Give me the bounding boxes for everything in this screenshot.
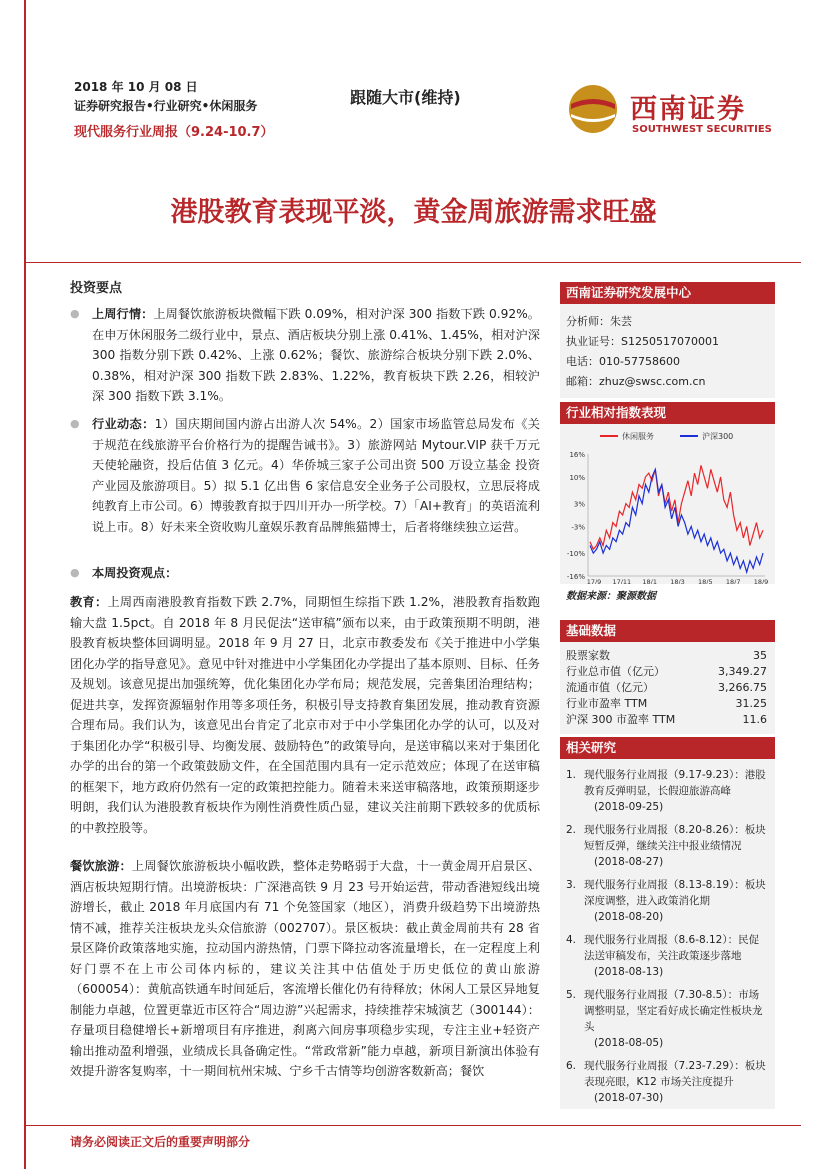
basic-data-key: 流通市值（亿元） [566, 681, 654, 694]
basic-data-value: 3,266.75 [718, 681, 767, 694]
related-num: 5. [566, 989, 577, 1001]
index-chart [560, 424, 775, 584]
related-item[interactable] [566, 877, 769, 925]
legend-label: 休闲服务 [622, 432, 654, 441]
report-weekly: 现代服务行业周报（9.24-10.7） [74, 125, 274, 140]
related-num: 1. [566, 769, 577, 781]
related-box [560, 737, 775, 1109]
para-head: 餐饮旅游： [70, 859, 132, 873]
header-divider [26, 262, 801, 263]
basic-data-value: 31.25 [735, 697, 767, 710]
page-title: 港股教育表现平淡，黄金周旅游需求旺盛 [170, 197, 657, 228]
bullet-industry [70, 414, 540, 537]
y-tick-label: 10% [569, 473, 585, 482]
bullet-market [70, 304, 540, 407]
related-date: (2018-08-20) [594, 911, 664, 923]
x-tick-label: 18/7 [725, 578, 741, 584]
para-text: 上周西南港股教育指数下跌 2.7%，同期恒生综指下跌 1.2%，港股教育指数跑输大盘 1.5pct。自 2018 年 8 月民促法“送审稿”颁布以来，由于政策预期不明朗，港股教育板块整体回调明显。2018 年 9 月 27 日，北京市教委发布《关于推进中小学集团化办学的指导意见》。意见中针对推进中小学集团化办学提出了基本原则、目标、任务及规划。该意见提出加强统筹，优化集团化办学布局；规范发展，完善集团治理结构；促进共享，发挥资源辐射作用等多项任务，积极引导支持教育集团发展，推动教育资源合理布局。我们认为，该意见出台肯定了北京市对于中小学集团化办学的认可，以及对于集团化办学“积极引导、均衡发展、鼓励特色”的政策导向，是送审稿以来对于集团化办学的出台的第一个政策鼓励文件，在全国范围内具有一定示范效应；体现了在送审稿的框架下，地方政府仍然有一定的政策把控能力。随着未来送审稿落地，政策预期逐步明朗，我们认为港股教育板块作为刚性消费性质凸显，建议关注前期下跌较多的优质标的中教控股等。 [70, 595, 540, 835]
related-date: (2018-08-27) [594, 856, 664, 868]
analyst-license: 执业证号：S1250517070001 [566, 335, 719, 348]
x-tick-label: 17/9 [586, 578, 602, 584]
section-title: 投资要点 [70, 281, 123, 296]
para-head: 教育： [70, 595, 108, 609]
analyst-phone: 电话：010-57758600 [566, 355, 680, 368]
bullet-view [70, 563, 540, 584]
related-item[interactable] [566, 822, 769, 870]
basic-data-row [560, 712, 775, 728]
related-date: (2018-08-13) [594, 966, 664, 978]
basic-data-key: 行业市盈率 TTM [566, 697, 648, 710]
related-text: 现代服务行业周报（7.30-8.5）：市场调整明显，坚定看好成长确定性板块龙头 [584, 989, 763, 1033]
footer-divider [26, 1125, 801, 1126]
basic-data-value: 3,349.27 [718, 665, 767, 678]
related-text: 现代服务行业周报（7.23-7.29）：板块表现亮眼，K12 市场关注度提升 [584, 1060, 766, 1088]
related-num: 4. [566, 934, 577, 946]
related-item[interactable] [566, 932, 769, 980]
basic-data-box [560, 620, 775, 734]
related-date: (2018-07-30) [594, 1092, 664, 1104]
series-line-hs300 [590, 469, 763, 572]
analyst-name: 分析师：朱芸 [566, 315, 632, 328]
related-num: 2. [566, 824, 577, 836]
related-text: 现代服务行业周报（8.13-8.19）：板块深度调整，进入政策消化期 [584, 879, 766, 907]
bullet-head: 上周行情： [92, 307, 154, 321]
left-red-rule [24, 0, 26, 1169]
y-tick-label: -16% [566, 573, 585, 581]
related-text: 现代服务行业周报（8.20-8.26）：板块短暂反弹，继续关注中报业绩情况 [584, 824, 766, 852]
basic-data-value: 35 [753, 649, 767, 662]
related-text: 现代服务行业周报（9.17-9.23）：港股教育反弹明显，长假迎旅游高峰 [584, 769, 766, 797]
x-tick-label: 18/1 [642, 578, 657, 584]
rating: 跟随大市(维持) [350, 88, 461, 107]
basic-data-key: 行业总市值（亿元） [566, 665, 665, 678]
series-line-leisure [590, 465, 763, 549]
y-tick-label: 3% [573, 500, 585, 509]
x-tick-label: 18/3 [670, 578, 685, 584]
basic-data-bar: 基础数据 [560, 620, 775, 642]
footer-disclaimer[interactable]: 请务必阅读正文后的重要声明部分 [70, 1135, 251, 1149]
related-num: 3. [566, 879, 577, 891]
logo-text-en: SOUTHWEST SECURITIES [632, 124, 772, 135]
basic-data-row [560, 696, 775, 712]
basic-data-key: 股票家数 [566, 649, 610, 662]
basic-data-row [560, 680, 775, 696]
logo-text-cn: 西南证券 [630, 94, 746, 125]
y-tick-label: 16% [569, 451, 585, 459]
analyst-email[interactable]: 邮箱：zhuz@swsc.com.cn [566, 375, 706, 388]
chart-source: 数据来源：聚源数据 [566, 591, 656, 602]
related-date: (2018-08-05) [594, 1037, 664, 1049]
x-tick-label: 18/9 [753, 578, 769, 584]
basic-data-key: 沪深 300 市盈率 TTM [566, 713, 676, 726]
para-education [70, 592, 540, 838]
bullet-head: 行业动态： [92, 417, 155, 431]
chart-title-bar: 行业相对指数表现 [560, 402, 775, 424]
legend-label: 沪深300 [702, 432, 734, 441]
related-item[interactable] [566, 1058, 769, 1106]
analyst-box [560, 282, 775, 398]
y-tick-label: -10% [566, 550, 585, 559]
bullet-text: 上周餐饮旅游板块微幅下跌 0.09%，相对沪深 300 指数下跌 0.92%。在申万休闲服务二级行业中，景点、酒店板块分别上涨 0.41%、1.45%，相对沪深 300 指数分别下跌 0.42%、上涨 0.62%；餐饮、旅游综合板块分别下跌 2.0%、0.38%，相对沪深 300 指数下跌 2.83%、1.22%，教育板块下跌 2.26，相较沪深 300 指数下跌 3.1%。 [92, 307, 540, 403]
related-title-bar: 相关研究 [560, 737, 775, 759]
basic-data-row [560, 664, 775, 680]
company-logo-icon [568, 84, 618, 134]
x-tick-label: 18/5 [698, 578, 713, 584]
y-tick-label: -3% [571, 523, 585, 532]
para-text: 上周餐饮旅游板块小幅收跌，整体走势略弱于大盘，十一黄金周开启景区、酒店板块短期行情。出境游板块：广深港高铁 9 月 23 号开始运营，带动香港短线出境游增长，截止 2018 年月底国内有 71 个免签国家（地区），消费升级趋势下出境游热情不减，推荐关注板块龙头众信旅游（002707）。景区板块：截止黄金周前共有 28 省景区降价政策落地实施，拉动国内游热情，门票下降拉动客流量增长，在一定程度上利好门票不在上市公司体内标的，建议关注其中估值处于历史低位的黄山旅游（600054）：黄航高铁通车时间延后，客流增长催化仍有待释放；休闲人工景区异地复制能力卓越，位置更靠近市区符合“周边游”兴起需求，持续推荐宋城演艺（300144）：存量项目稳健增长+新增项目有序推进，刹离六间房事项稳步实现，专注主业+轻资产输出推动盈利增强，业绩成长具备确定性。“常政常新”能力卓越，新项目新演出体验有效提升游客复购率，十一期间杭州宋城、宁乡千古情等均创游客数新高；餐饮 [70, 859, 541, 1078]
x-tick-label: 17/11 [612, 578, 632, 584]
report-category: 证券研究报告•行业研究•休闲服务 [74, 99, 258, 113]
related-text: 现代服务行业周报（8.6-8.12）：民促法送审稿发布，关注政策逐步落地 [584, 934, 760, 962]
related-date: (2018-09-25) [594, 801, 664, 813]
bullet-text: 1）国庆期间国内游占出游人次 54%。2）国家市场监管总局发布《关于规范在线旅游平台价格行为的提醒告诫书》。3）旅游网站 Mytour.VIP 获千万元天使轮融资，投后估值 3 亿元。4）华侨城三家子公司出资 500 万设立基金 投资产业园及旅游项目。5）拟 5.1 亿出售 6 家信息安全业务子公司股权，立思辰将成纯教育上市公司。6）博骏教育拟于四川开办一所学校。7）「AI+教育」的英语流利说上市。8）好未来全资收购儿童娱乐教育品牌熊猫博士，后者将继续独立运营。 [92, 417, 540, 534]
related-item[interactable] [566, 987, 769, 1051]
basic-data-row [560, 648, 775, 664]
research-center-bar: 西南证券研究发展中心 [560, 282, 775, 304]
report-date: 2018 年 10 月 08 日 [74, 80, 198, 94]
basic-data-value: 11.6 [742, 713, 767, 726]
related-item[interactable] [566, 767, 769, 815]
related-num: 6. [566, 1060, 577, 1072]
chart-box [560, 402, 775, 584]
para-tourism [70, 856, 540, 1082]
bullet-head: 本周投资观点： [92, 566, 178, 580]
